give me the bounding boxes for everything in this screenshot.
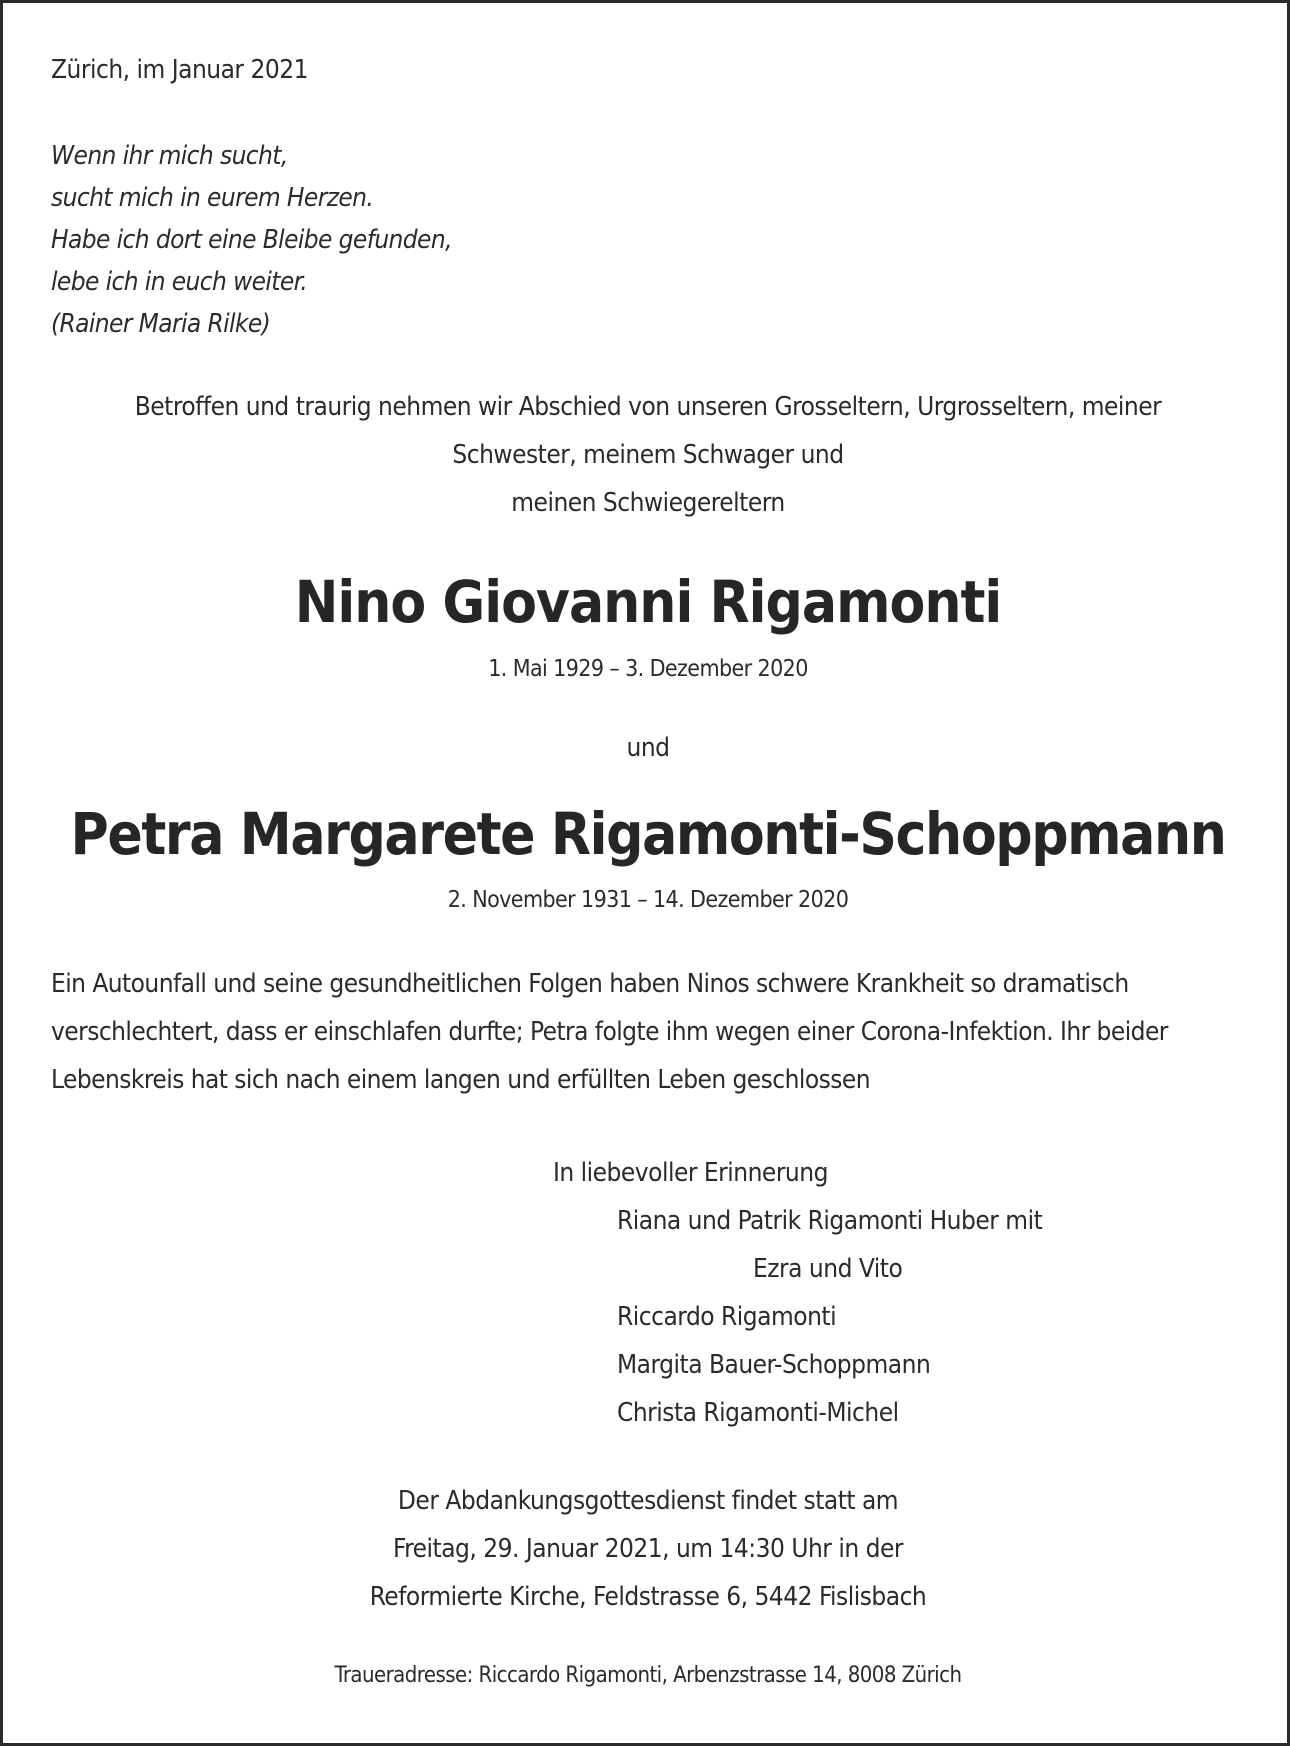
rilke-poem (51, 135, 452, 345)
intro-line: Betroffen und traurig nehmen wir Abschied von unseren Grosseltern, Urgrosseltern, meiner (134, 392, 1162, 422)
mourner-line: Riccardo Rigamonti (617, 1302, 837, 1332)
mourner-line: Christa Rigamonti-Michel (617, 1398, 899, 1428)
intro-line: meinen Schwiegereltern (511, 488, 785, 518)
story-line: Ein Autounfall und seine gesundheitlichen Folgen haben Ninos schwere Krankheit so dramatisch (51, 969, 1129, 999)
poem-line: Habe ich dort eine Bleibe gefunden, (51, 225, 452, 255)
intro-line: Schwester, meinem Schwager und (452, 440, 844, 470)
service-line: Freitag, 29. Januar 2021, um 14:30 Uhr in der (393, 1534, 903, 1564)
mourner-line: Ezra und Vito (753, 1254, 903, 1284)
deceased-dates-nino: 1. Mai 1929 – 3. Dezember 2020 (488, 656, 808, 682)
mourner-line: Riana und Patrik Rigamonti Huber mit (617, 1206, 1043, 1236)
poem-line: lebe ich in euch weiter. (51, 267, 308, 297)
poem-line: sucht mich in eurem Herzen. (51, 183, 374, 213)
deceased-dates-petra: 2. November 1931 – 14. Dezember 2020 (447, 887, 849, 913)
story-line: verschlechtert, dass er einschlafen durfte; Petra folgte ihm wegen einer Corona-Infektion. Ihr beider (51, 1017, 1168, 1047)
service-line: Der Abdankungsgottesdienst findet statt am (397, 1486, 899, 1516)
service-details (3, 1477, 1290, 1621)
story-line: Lebenskreis hat sich nach einem langen und erfüllten Leben geschlossen (51, 1065, 870, 1095)
mourning-address: Traueradresse: Riccardo Rigamonti, Arbenzstrasse 14, 8008 Zürich (334, 1663, 962, 1688)
memory-heading: In liebevoller Erinnerung (553, 1158, 828, 1188)
place-date: Zürich, im Januar 2021 (51, 55, 308, 85)
deceased-name-nino: Nino Giovanni Rigamonti (294, 568, 1002, 636)
poem-attribution: (Rainer Maria Rilke) (51, 309, 271, 339)
intro-text (73, 383, 1223, 527)
deceased-name-petra: Petra Margarete Rigamonti-Schoppmann (70, 800, 1226, 868)
service-line: Reformierte Kirche, Feldstrasse 6, 5442 Fislisbach (369, 1582, 927, 1612)
mourner-line: Margita Bauer-Schoppmann (617, 1350, 931, 1380)
poem-line: Wenn ihr mich sucht, (51, 141, 288, 171)
conjunction-und: und (626, 733, 670, 763)
story-text (51, 960, 1251, 1104)
